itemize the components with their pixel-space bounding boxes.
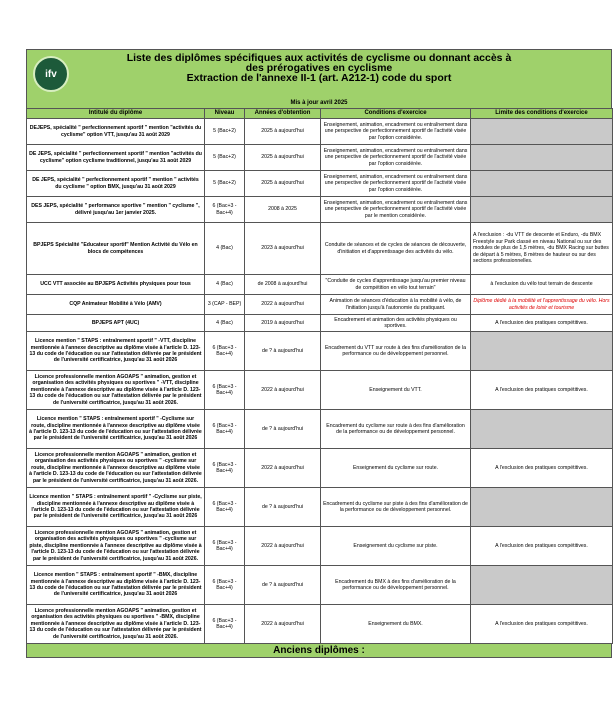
niveau-cell: 6 (Bac+3 - Bac+4) bbox=[205, 371, 245, 410]
diploma-title-cell: Licence professionnelle mention AGOAPS " animation, gestion et organisation des activités physiques ou sportives " -cyclisme sur route, discipline mentionnée à l'annexe descriptive au diplôme visée à l'article D. 123-13 du code de l'éducation ou sur l'attestation délivrée par le président de l'université certificatrice, jusqu'au 31 août 2026. bbox=[27, 449, 205, 488]
conditions-cell: Encadrement du VTT sur route à des fins d'amélioration de la performance ou de développement personnel. bbox=[321, 332, 471, 371]
conditions-cell: Conduite de séances et de cycles de séances de découverte, d'initiation et d'apprentissage des activités du vélo. bbox=[321, 223, 471, 275]
limite-cell: A l'exclusion : -du VTT de descente et Enduro, -du BMX Freestyle sur Park classé en niveau National ou sur des modules de plus de 1,5 mètres, -du BMX Racing sur buttes de départ à 5 mètres, 8 mètres de hauteur ou sur des sections professionnelles. bbox=[471, 223, 613, 275]
annees-cell: de ? à aujourd'hui bbox=[245, 488, 321, 527]
limite-cell bbox=[471, 488, 613, 527]
table-row bbox=[27, 371, 613, 410]
niveau-cell: 5 (Bac+2) bbox=[205, 145, 245, 171]
diploma-title-cell: DES JEPS, spécialité " performance sportive " mention " cyclisme ", délivré jusqu'au 1er janvier 2025. bbox=[27, 197, 205, 223]
diploma-sheet bbox=[26, 49, 612, 658]
limite-cell: A l'exclusion des pratiques compétitives. bbox=[471, 527, 613, 566]
annees-cell: 2008 à 2025 bbox=[245, 197, 321, 223]
limite-cell bbox=[471, 566, 613, 605]
title-banner bbox=[26, 49, 612, 98]
table-row bbox=[27, 171, 613, 197]
niveau-cell: 6 (Bac+3 - Bac+4) bbox=[205, 449, 245, 488]
niveau-cell: 4 (Bac) bbox=[205, 315, 245, 332]
table-body bbox=[27, 119, 613, 644]
limite-cell: Diplôme dédié à la mobilité et l'apprentissage du vélo. Hors activités de loisir et tourisme bbox=[471, 295, 613, 315]
title-line-2: des prérogatives en cyclisme bbox=[245, 62, 393, 74]
limite-cell bbox=[471, 145, 613, 171]
diploma-title-cell: DEJEPS, spécialité " perfectionnement sportif " mention "activités du cyclisme" option VTT, jusqu'au 31 août 2029 bbox=[27, 119, 205, 145]
conditions-cell: Enseignement du cyclisme sur piste. bbox=[321, 527, 471, 566]
niveau-cell: 5 (Bac+2) bbox=[205, 171, 245, 197]
diploma-title-cell: BPJEPS APT (4UC) bbox=[27, 315, 205, 332]
niveau-cell: 6 (Bac+3 - Bac+4) bbox=[205, 332, 245, 371]
conditions-cell: Animation de séances d'éducation à la mobilité à vélo, de l'initiation jusqu'à l'autonomie du pratiquant. bbox=[321, 295, 471, 315]
niveau-cell: 6 (Bac+3 - Bac+4) bbox=[205, 410, 245, 449]
limite-cell bbox=[471, 197, 613, 223]
annees-cell: 2022 à aujourd'hui bbox=[245, 371, 321, 410]
table-row bbox=[27, 145, 613, 171]
diploma-title-cell: Licence mention " STAPS : entraînement sportif " -BMX, discipline mentionnée à l'annexe descriptive au diplôme visée à l'article D. 123-13 du code de l'éducation ou sur l'attestation délivrée par le président de l'université certificatrice, jusqu'au 31 août 2026 bbox=[27, 566, 205, 605]
title-line-1: Liste des diplômes spécifiques aux activités de cyclisme ou donnant accès à bbox=[126, 52, 512, 64]
limite-cell: A l'exclusion des pratiques compétitives. bbox=[471, 605, 613, 644]
conditions-cell: Enseignement du VTT. bbox=[321, 371, 471, 410]
conditions-cell: Enseignement, animation, encadrement ou entraînement dans une perspective de perfectionnement sportif de l'activité visée par le mention considérée. bbox=[321, 197, 471, 223]
niveau-cell: 6 (Bac+3 - Bac+4) bbox=[205, 605, 245, 644]
annees-cell: 2025 à aujourd'hui bbox=[245, 119, 321, 145]
conditions-cell: Enseignement, animation, encadrement ou entraînement dans une perspective de perfectionnement sportif de l'activité visée par l'option considérée. bbox=[321, 171, 471, 197]
conditions-cell: Enseignement du cyclisme sur route. bbox=[321, 449, 471, 488]
limite-cell bbox=[471, 119, 613, 145]
table-row bbox=[27, 566, 613, 605]
annees-cell: 2019 à aujourd'hui bbox=[245, 315, 321, 332]
diploma-title-cell: DE JEPS, spécialité " perfectionnement sportif " mention " activités du cyclisme " option BMX, jusqu'au 31 août 2029 bbox=[27, 171, 205, 197]
title-line-3: Extraction de l'annexe II-1 (art. A212-1) code du sport bbox=[186, 72, 452, 84]
diploma-title-cell: BPJEPS Spécialité "Educateur sportif" Mention Activité du Vélo en blocs de compétences bbox=[27, 223, 205, 275]
table-row bbox=[27, 197, 613, 223]
annees-cell: 2025 à aujourd'hui bbox=[245, 171, 321, 197]
table-row bbox=[27, 223, 613, 275]
table-row bbox=[27, 410, 613, 449]
diploma-title-cell: CQP Animateur Mobilité à Vélo (AMV) bbox=[27, 295, 205, 315]
table-row bbox=[27, 527, 613, 566]
annees-cell: de ? à aujourd'hui bbox=[245, 332, 321, 371]
annees-cell: 2022 à aujourd'hui bbox=[245, 527, 321, 566]
diploma-title-cell: UCC VTT associée au BPJEPS Activités physiques pour tous bbox=[27, 275, 205, 295]
diploma-title-cell: Licence mention " STAPS : entraînement sportif " -Cyclisme sur route, discipline mentionnée à l'annexe descriptive au diplôme visée à l'article D. 123-13 du code de l'éducation ou sur l'attestation délivrée par le président de l'université certificatrice, jusqu'au 31 août 2026 bbox=[27, 410, 205, 449]
diploma-title-cell: Licence mention " STAPS : entraînement sportif " -Cyclisme sur piste, discipline mentionnée à l'annexe descriptive au diplôme visée à l'article D. 123-13 du code de l'éducation ou sur l'attestation délivrée par le président de l'université certificatrice, jusqu'au 31 août 2026 bbox=[27, 488, 205, 527]
conditions-cell: Enseignement, animation, encadrement ou entraînement dans une perspective de perfectionnement sportif de l'activité visée par l'option considérée. bbox=[321, 119, 471, 145]
diploma-title-cell: Licence professionnelle mention AGOAPS " animation, gestion et organisation des activités physiques ou sportives " -cyclisme sur piste, discipline mentionnée à l'annexe descriptive au diplôme visée à l'article D. 123-13 du code de l'éducation ou sur l'attestation délivrée par le président de l'université certificatrice, jusqu'au 31 août 2026. bbox=[27, 527, 205, 566]
diploma-title-cell: Licence mention " STAPS : entraînement sportif " -VTT, discipline mentionnée à l'annexe descriptive au diplôme visée à l'article D. 123-13 du code de l'éducation ou sur l'attestation délivrée par le président de l'université certificatrice, jusqu'au 31 août 2026 bbox=[27, 332, 205, 371]
conditions-cell: Encadrement du cyclisme sur piste à des fins d'amélioration de la performance ou de développement personnel. bbox=[321, 488, 471, 527]
niveau-cell: 6 (Bac+3 - Bac+4) bbox=[205, 197, 245, 223]
col-header-annees: Années d'obtention bbox=[245, 109, 321, 119]
diploma-title-cell: Licence professionnelle mention AGOAPS " animation, gestion et organisation des activités physiques ou sportives " -BMX, discipline mentionnée à l'annexe descriptive au diplôme visée à l'article D. 123-13 du code de l'éducation ou sur l'attestation délivrée par le président de l'université certificatrice, jusqu'au 31 août 2026. bbox=[27, 605, 205, 644]
diploma-title-cell: Licence professionnelle mention AGOAPS " animation, gestion et organisation des activités physiques ou sportives " -VTT, discipline mentionnée à l'annexe descriptive au diplôme visée à l'article D. 123-13 du code de l'éducation ou sur l'attestation délivrée par le président de l'université certificatrice, jusqu'au 31 août 2026. bbox=[27, 371, 205, 410]
table-row bbox=[27, 332, 613, 371]
col-header-niveau: Niveau bbox=[205, 109, 245, 119]
col-header-limite: Limite des conditions d'exercice bbox=[471, 109, 613, 119]
niveau-cell: 4 (Bac) bbox=[205, 223, 245, 275]
limite-cell: A l'exclusion des pratiques compétitives. bbox=[471, 371, 613, 410]
diploma-table bbox=[26, 108, 613, 644]
limite-cell: A l'exclusion des pratiques compétitives. bbox=[471, 315, 613, 332]
conditions-cell: Encadrement et animation des activités physiques ou sportives. bbox=[321, 315, 471, 332]
limite-cell: à l'exclusion du vélo tout terrain de descente bbox=[471, 275, 613, 295]
table-row bbox=[27, 488, 613, 527]
col-header-conditions: Conditions d'exercice bbox=[321, 109, 471, 119]
annees-cell: de ? à aujourd'hui bbox=[245, 566, 321, 605]
annees-cell: de 2008 à aujourd'hui bbox=[245, 275, 321, 295]
conditions-cell: "Conduite de cycles d'apprentissage jusqu'au premier niveau de compétition en vélo tout terrain" bbox=[321, 275, 471, 295]
niveau-cell: 6 (Bac+3 - Bac+4) bbox=[205, 488, 245, 527]
niveau-cell: 4 (Bac) bbox=[205, 275, 245, 295]
annees-cell: 2022 à aujourd'hui bbox=[245, 295, 321, 315]
table-row bbox=[27, 295, 613, 315]
table-row bbox=[27, 275, 613, 295]
diploma-title-cell: DE JEPS, spécialité " perfectionnement sportif " mention "activités du cyclisme" option cyclisme traditionnel, jusqu'au 31 août 2029 bbox=[27, 145, 205, 171]
table-header-row bbox=[27, 109, 613, 119]
table-row bbox=[27, 119, 613, 145]
niveau-cell: 5 (Bac+2) bbox=[205, 119, 245, 145]
col-header-intitule: Intitulé du diplôme bbox=[27, 109, 205, 119]
annees-cell: 2023 à aujourd'hui bbox=[245, 223, 321, 275]
document-title bbox=[87, 53, 551, 83]
update-date: Mis à jour avril 2025 bbox=[26, 98, 612, 108]
table-row bbox=[27, 605, 613, 644]
ifv-logo: ifv bbox=[33, 56, 69, 92]
limite-cell bbox=[471, 410, 613, 449]
table-row bbox=[27, 449, 613, 488]
limite-cell bbox=[471, 171, 613, 197]
table-row bbox=[27, 315, 613, 332]
niveau-cell: 6 (Bac+3 - Bac+4) bbox=[205, 527, 245, 566]
annees-cell: 2022 à aujourd'hui bbox=[245, 449, 321, 488]
conditions-cell: Enseignement, animation, encadrement ou entraînement dans une perspective de perfectionnement sportif de l'activité visée par l'option considérée. bbox=[321, 145, 471, 171]
annees-cell: de ? à aujourd'hui bbox=[245, 410, 321, 449]
anciens-diplomes-header: Anciens diplômes : bbox=[26, 644, 612, 658]
conditions-cell: Encadrement du BMX à des fins d'amélioration de la performance ou de développement personnel. bbox=[321, 566, 471, 605]
annees-cell: 2025 à aujourd'hui bbox=[245, 145, 321, 171]
annees-cell: 2022 à aujourd'hui bbox=[245, 605, 321, 644]
limite-cell: A l'exclusion des pratiques compétitives. bbox=[471, 449, 613, 488]
conditions-cell: Encadrement du cyclisme sur route à des fins d'amélioration de la performance ou de développement personnel. bbox=[321, 410, 471, 449]
limite-cell bbox=[471, 332, 613, 371]
niveau-cell: 6 (Bac+3 - Bac+4) bbox=[205, 566, 245, 605]
niveau-cell: 3 (CAP - BEP) bbox=[205, 295, 245, 315]
conditions-cell: Enseignement du BMX. bbox=[321, 605, 471, 644]
